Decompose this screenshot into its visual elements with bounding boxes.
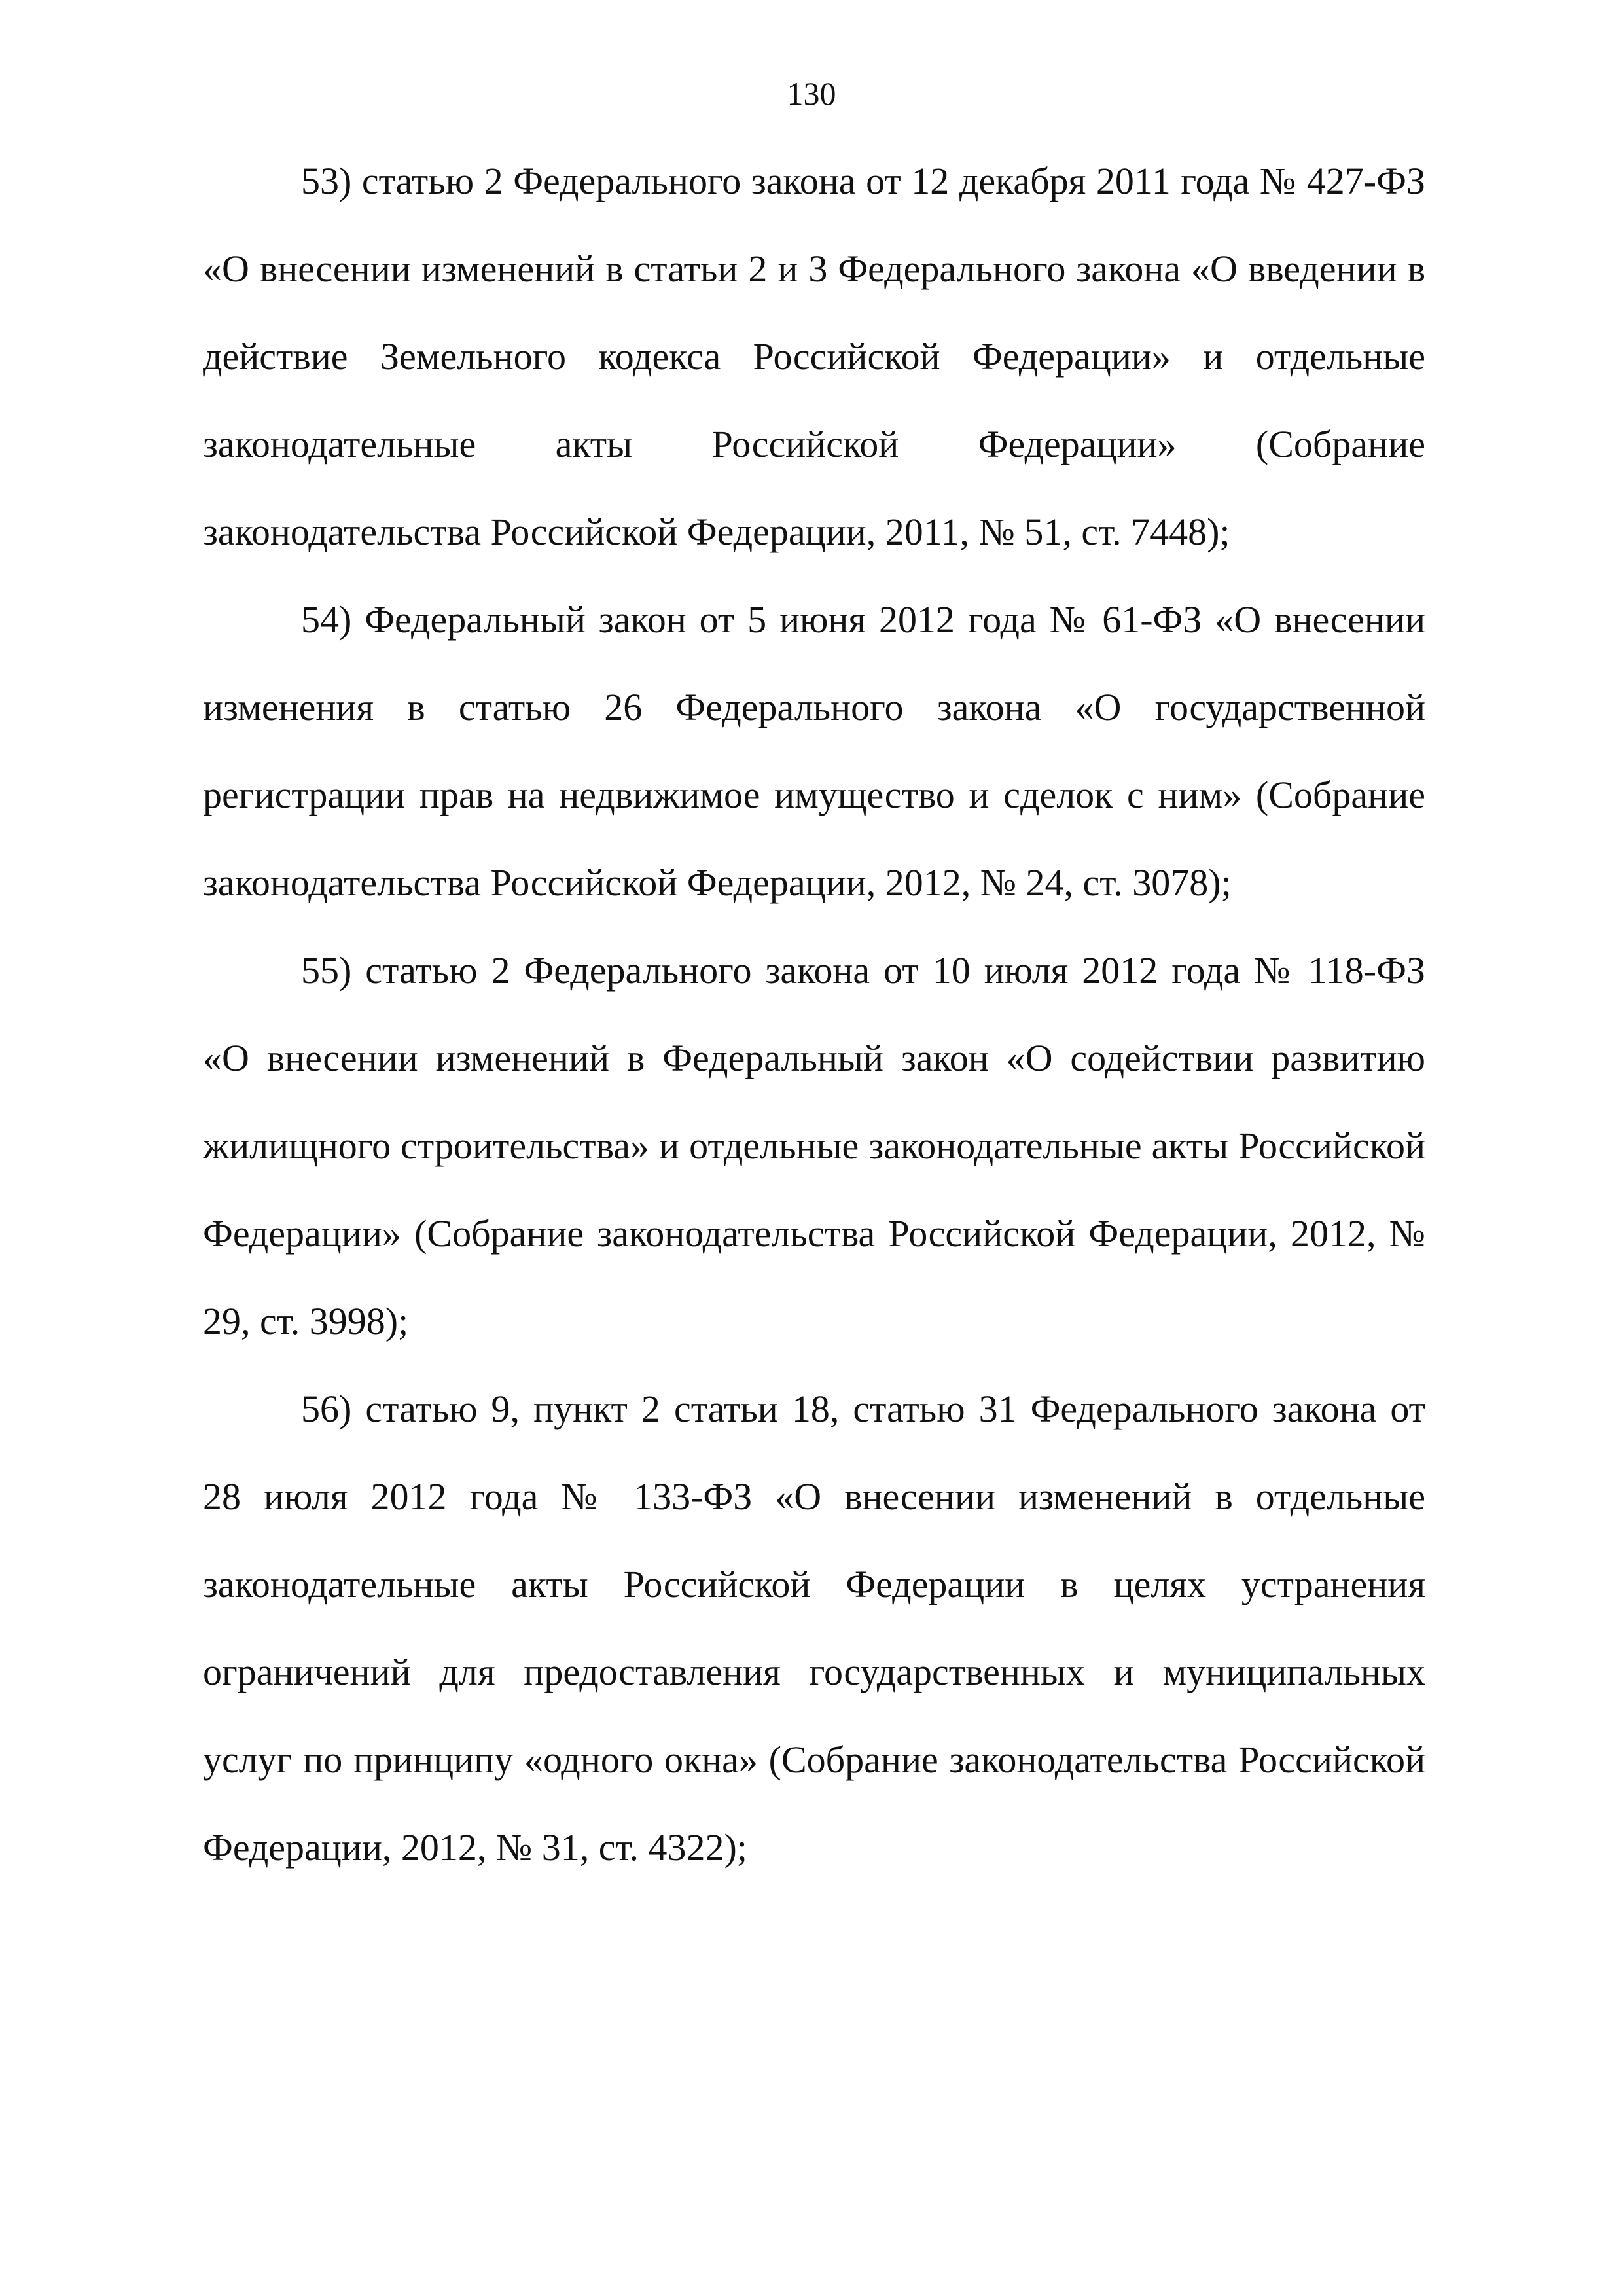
paragraph-56: 56) статью 9, пункт 2 статьи 18, статью 31 Федерального закона от 28 июля 2012 года № 133-ФЗ «О внесении изменений в отдельные законодательные акты Российской Федерации в целях устранения ограничений для предоставления государственных и муниципальных услуг по принципу «одного окна» (Собрание законодательства Российской Федерации, 2012, № 31, ст. 4322); <box>203 1388 1425 1869</box>
document-body <box>203 137 1425 1892</box>
paragraph-55: 55) статью 2 Федерального закона от 10 июля 2012 года № 118-ФЗ «О внесении изменений в Федеральный закон «О содействии развитию жилищного строительства» и отдельные законодательные акты Российской Федерации» (Собрание законодательства Российской Федерации, 2012, № 29, ст. 3998); <box>203 949 1425 1342</box>
page-number: 130 <box>787 75 836 112</box>
paragraph-54: 54) Федеральный закон от 5 июня 2012 года № 61-ФЗ «О внесении изменения в статью 26 Федерального закона «О государственной регистрации прав на недвижимое имущество и сделок с ним» (Собрание законодательства Российской Федерации, 2012, № 24, ст. 3078); <box>203 598 1425 904</box>
paragraph-53: 53) статью 2 Федерального закона от 12 декабря 2011 года № 427-ФЗ «О внесении изменений в статьи 2 и 3 Федерального закона «О введении в действие Земельного кодекса Российской Федерации» и отдельные законодательные акты Российской Федерации» (Собрание законодательства Российской Федерации, 2011, № 51, ст. 7448); <box>203 160 1425 553</box>
